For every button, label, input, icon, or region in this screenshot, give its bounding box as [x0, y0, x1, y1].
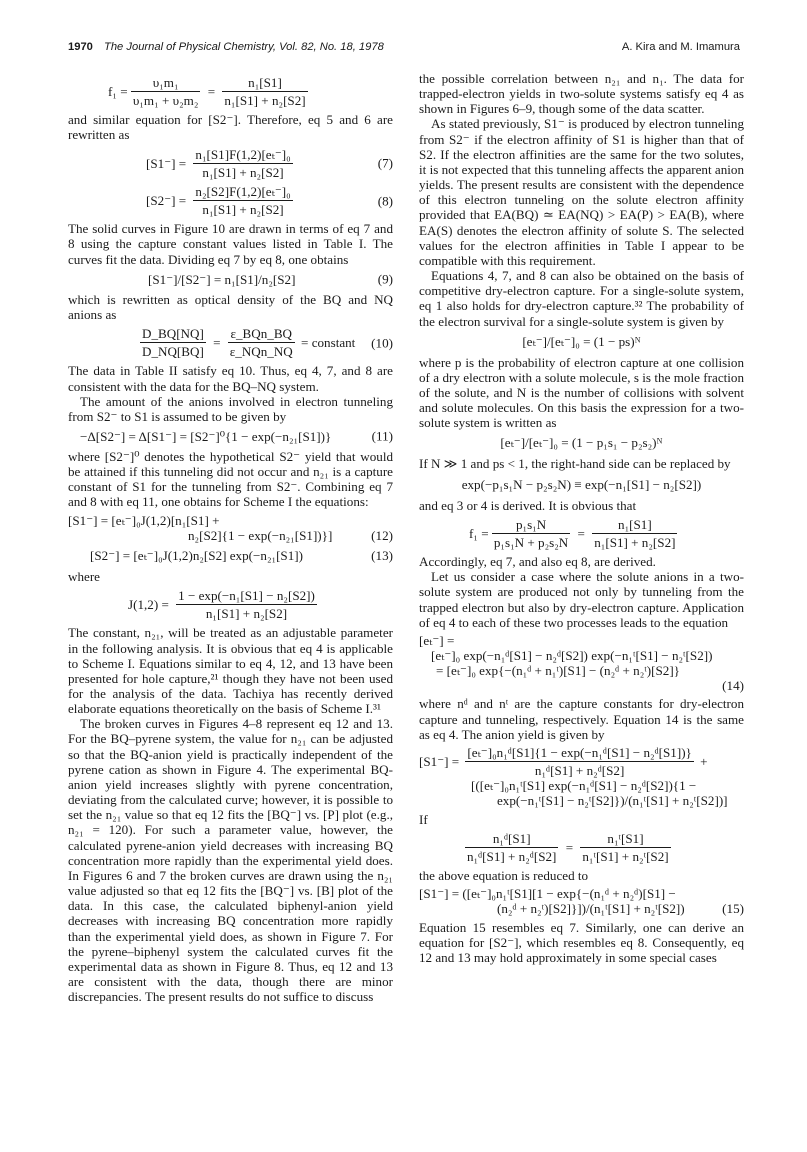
paragraph: The broken curves in Figures 4–8 represent eq 12 and 13. For the BQ–pyrene system, the value for n₂₁ can be adjusted so that the BQ-anion yield is practically independent of the pyrene cation as shown in Figure 4. The experimental BQ-anion yield increases slightly with pyrene concentration, deviating from the calculated curve; however, it is possible to set the n₂₁ value so that eq 12 fits the [BQ⁻] vs. [P] plot (e.g., n₂₁ = 120). For such a parameter value, however, the calculated pyrene-anion yield decreases with increasing BQ concentration more rapidly than the experimental yield does. In Figures 6 and 7 the broken curves are drawn using the n₂₁ value adjusted so that eq 12 fits the [BQ⁻] vs. [B] plot of the data. In this case, the calculated biphenyl-anion yield decreases with increasing BQ concentration more rapidly than the experimental yield does, as shown in Figure 7. For the pyrene–biphenyl system the calculated curves fit the experimental data as shown in Figure 8. Thus, eq 12 and 13 are consistent with the data, though there are minor discrepancies. The present results do not suffice to discuss: [68, 716, 393, 1005]
equation-number: (13): [371, 547, 393, 563]
equation-9: [S1⁻]/[S2⁻] = n₁[S1]/n₂[S2] (9): [148, 271, 393, 287]
equation-number: (12): [371, 527, 393, 543]
equation-12: [S1⁻] = [eₜ⁻]₀J(1,2)[n₁[S1] + n₂[S2]{1 − exp(−n₂₁[S1])}] (12): [68, 512, 393, 543]
equation-11: −Δ[S2⁻] = Δ[S1⁻] = [S2⁻]⁰{1 − exp(−n₂₁[S1])} (11): [80, 428, 393, 444]
equation-14: [eₜ⁻] = [eₜ⁻]₀ exp(−n₁ᵈ[S1] − n₂ᵈ[S2]) exp(−n₁ᵗ[S1] − n₂ᵗ[S2]) = [eₜ⁻]₀ exp{−(n₁ᵈ + n₁ᵗ)[S1] − (n₂ᵈ + n₂ᵗ)[S2]} (14): [419, 632, 744, 694]
equation-number: (9): [377, 271, 393, 287]
paragraph: and similar equation for [S2⁻]. Therefore, eq 5 and 6 are rewritten as: [68, 112, 393, 143]
equation-survival-two-solute: [eₜ⁻]/[eₜ⁻]₀ = (1 − p₁s₁ − p₂s₂)ᴺ: [500, 435, 663, 451]
paragraph: where [S2⁻]⁰ denotes the hypothetical S2⁻ yield that would be attained if this tunneling did not occur and n₂₁ is a capture constant of S1 for the tunneling from S2⁻. Combining eq 7 and 8 with eq 11, one obtains for Scheme I the equations:: [68, 448, 393, 510]
equation-number: (15): [722, 901, 744, 917]
equation-number: (8): [377, 193, 393, 209]
paragraph: Let us consider a case where the solute anions in a two-solute system are produced not only by tunneling from the trapped electron but also by dry-electron capture. Application of eq 4 to each of these two processes leads to the equation: [419, 569, 744, 630]
journal-citation: The Journal of Physical Chemistry, Vol. 82, No. 18, 1978: [104, 41, 384, 53]
equation-f1-dry: f₁ = $\frac{\text{p₁s₁N}}{\text{p₁s₁N + p₂s₂N}}$ = $\frac{\text{n₁[S1]}}{\text{n₁[S1] + n₂[S2]}}$: [469, 516, 676, 550]
paragraph: The amount of the anions involved in electron tunneling from S2⁻ to S1 is assumed to be given by: [68, 393, 393, 424]
paragraph: where: [68, 568, 100, 584]
equation-f1: f₁ = $\frac{\text{υ₁m₁}}{\text{υ₁m₁ + υ₂m₂}}$ = $\frac{\text{n₁[S1]}}{\text{n₁[S1] + n₂[S2]}}$: [108, 75, 306, 109]
equation-anion-yield: [S1⁻] = $\frac{\text{[eₜ⁻]₀n₁ᵈ[S1]\{1 − exp(−n₁ᵈ[S1] − n₂ᵈ[S1])\}}}{\text{n₁ᵈ[S1] + n₂ᵈ[S2]}}$ + [([eₜ⁻]₀n₁ᵗ[S1] exp(−n₁ᵈ[S1] − n₂ᵈ[S2]){1 − exp(−n₁ᵗ[S1] − n₂ᵗ[S2]})/(n₁ᵗ[S1] + n₂ᵗ[S2])]: [419, 744, 728, 809]
equation-number: (10): [371, 335, 393, 351]
equation-number: (7): [377, 155, 393, 171]
paragraph: where nᵈ and nᵗ are the capture constants for dry-electron capture and tunneling, respectively. Equation 14 is the same as eq 4. The anion yield is given by: [419, 696, 744, 742]
paragraph: the possible correlation between n₂₁ and n₁. The data for trapped-electron yields in two-solute systems satisfy eq 4 as shown in Figures 6–9, though some of the data scatter.: [419, 71, 744, 117]
equation-10: $\frac{D\_BQ[NQ]}{D\_NQ[BQ]}$ = ε_BQn_BQ ε_NQn_NQ = constant (10): [142, 326, 393, 360]
paragraph: which is rewritten as optical density of the BQ and NQ anions as: [68, 291, 393, 322]
paragraph: Equation 15 resembles eq 7. Similarly, one can derive an equation for [S2⁻], which resembles eq 8. Consequently, eq 12 and 13 may hold approximately in some special cases: [419, 919, 744, 965]
right-column: [419, 71, 744, 965]
paragraph: As stated previously, S1⁻ is produced by electron tunneling from S2⁻ if the electron affinity of S1 is higher than that of S2. If the electron affinities are the same for the two solutes, it is not expected that this tunneling affects the apparent anion yields. The present results are consistent with the dependence of this electron tunneling on the solute electron affinity provided that EA(BQ) ≃ EA(NQ) > EA(P) > EA(B), where EA(S) denotes the electron affinity of solute S. The selected values for the electron affinities in Table I appear to be compatible with this requirement.: [419, 116, 744, 268]
equation-condition: $\frac{\text{n₁ᵈ[S1]}}{\text{n₁ᵈ[S1] + n₂ᵈ[S2]}}$ = $\frac{\text{n₁ᵗ[S1]}}{\text{n₁ᵗ[S1] + n₂ᵗ[S2]}}$: [467, 830, 669, 864]
running-authors: A. Kira and M. Imamura: [621, 41, 740, 53]
equation-7: [S1⁻] = $\frac{\text{n₁[S1]F(1,2)[eₜ⁻]₀}}{\text{n₁[S1] + n₂[S2]}}$ (7): [146, 146, 393, 180]
equation-15: [S1⁻] = ([eₜ⁻]₀n₁ᵗ[S1][1 − exp{−(n₁ᵈ + n₂ᵈ)[S1] − (n₂ᵈ + n₂ᵗ)[S2]}])/(n₁ᵗ[S1] + n₂ᵗ[S2]) (15): [419, 886, 744, 917]
paragraph: and eq 3 or 4 is derived. It is obvious that: [419, 497, 637, 513]
page-header: [68, 40, 740, 56]
equation-8: [S2⁻] = $\frac{\text{n₂[S2]F(1,2)[eₜ⁻]₀}}{\text{n₁[S1] + n₂[S2]}}$ (8): [146, 183, 393, 218]
left-column: [68, 71, 393, 1004]
equation-13: [S2⁻] = [eₜ⁻]₀J(1,2)n₂[S2] exp(−n₂₁[S1]) (13): [90, 547, 393, 563]
equation-exp-approx: exp(−p₁s₁N − p₂s₂N) ≡ exp(−n₁[S1] − n₂[S2]): [461, 476, 702, 492]
paragraph: Equations 4, 7, and 8 can also be obtained on the basis of competitive dry-electron capture. For a single-solute system, eq 1 also holds for dry-electron capture.³² The probability of the electron survival for a single-solute system is given by: [419, 268, 744, 329]
paragraph: Accordingly, eq 7, and also eq 8, are derived.: [419, 554, 656, 570]
equation-survival: [eₜ⁻]/[eₜ⁻]₀ = (1 − ps)ᴺ: [522, 333, 641, 349]
paragraph: If: [419, 811, 428, 827]
equation-J: J(1,2) = $\frac{\text{1 − exp(−n₁[S1] − n₂[S2])}}{\text{n₁[S1] + n₂[S2]}}$: [128, 588, 315, 622]
paragraph: If N ≫ 1 and ps < 1, the right-hand side can be replaced by: [419, 456, 731, 472]
paragraph: The solid curves in Figure 10 are drawn in terms of eq 7 and 8 using the capture constant values listed in Table I. The curves fit the data. Dividing eq 7 by eq 8, one obtains: [68, 221, 393, 267]
paragraph: The data in Table II satisfy eq 10. Thus, eq 4, 7, and 8 are consistent with the data for the BQ–NQ system.: [68, 363, 393, 394]
equation-number: (14): [722, 678, 744, 694]
paragraph: the above equation is reduced to: [419, 868, 589, 884]
page-number: 1970: [68, 41, 93, 53]
paragraph: The constant, n₂₁, will be treated as an adjustable parameter in the following analysis. It is obvious that eq 4 is applicable to Scheme I. Equations similar to eq 4, 12, and 13 have been presented for hole capture,²¹ though they have not been used for the analysis of the data. Tachiya has recently derived elaborate equations theoretically on the basis of Scheme I.³¹: [68, 625, 393, 717]
equation-number: (11): [371, 428, 393, 444]
paragraph: where p is the probability of electron capture at one collision of a dry electron with a solute molecule, s is the mole fraction of the solute, and N is the number of collisions with solvent and solute molecules. On this basis the expression for a two-solute system is written as: [419, 354, 744, 431]
